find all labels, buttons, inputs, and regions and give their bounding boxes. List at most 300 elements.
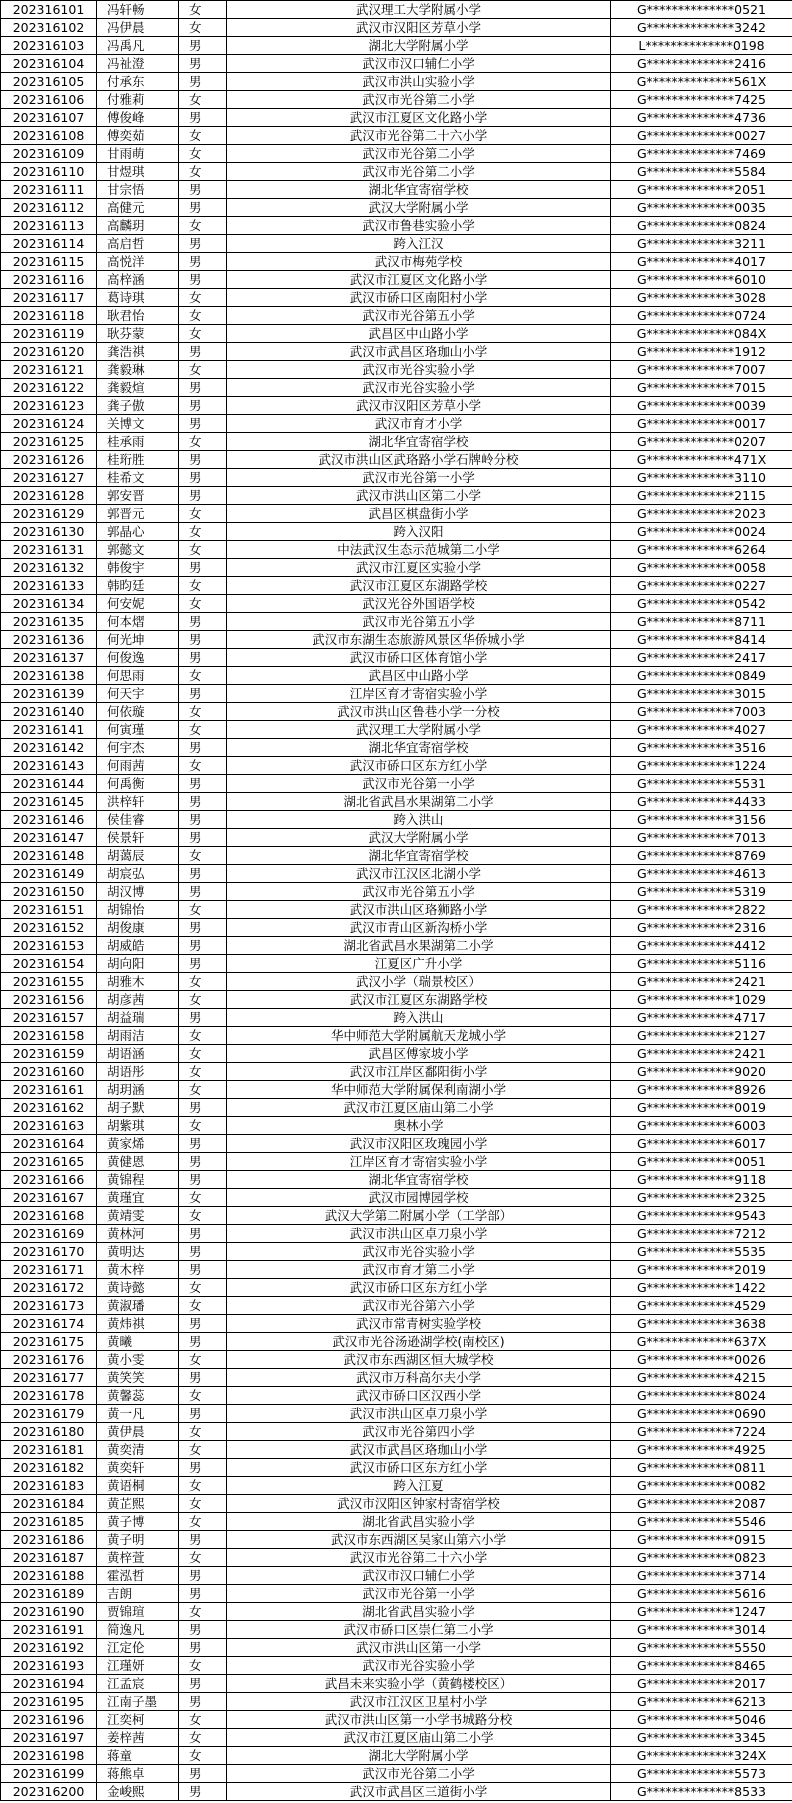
table-row xyxy=(1,775,792,793)
student-name-cell: 胡雨洁 xyxy=(97,1027,179,1045)
table-row xyxy=(1,433,792,451)
student-name-cell: 高梓涵 xyxy=(97,271,179,289)
gender-cell: 男 xyxy=(179,1153,227,1171)
student-id-cell: 202316112 xyxy=(1,199,97,217)
student-id-cell: 202316157 xyxy=(1,1009,97,1027)
gender-cell: 女 xyxy=(179,595,227,613)
student-name-cell: 胡语涵 xyxy=(97,1045,179,1063)
school-cell: 武汉市光谷实验小学 xyxy=(227,379,611,397)
student-name-cell: 黄明达 xyxy=(97,1243,179,1261)
table-row xyxy=(1,271,792,289)
school-cell: 湖北省武昌实验小学 xyxy=(227,1603,611,1621)
masked-id-cell: G**************7224 xyxy=(611,1423,792,1441)
student-id-cell: 202316115 xyxy=(1,253,97,271)
school-cell: 武汉市光谷第二小学 xyxy=(227,163,611,181)
masked-id-cell: G**************8769 xyxy=(611,847,792,865)
masked-id-cell: G**************4433 xyxy=(611,793,792,811)
masked-id-cell: G**************9543 xyxy=(611,1207,792,1225)
gender-cell: 女 xyxy=(179,1279,227,1297)
gender-cell: 男 xyxy=(179,613,227,631)
masked-id-cell: G**************0521 xyxy=(611,1,792,19)
masked-id-cell: G**************471X xyxy=(611,451,792,469)
school-cell: 武汉市光谷第二十六小学 xyxy=(227,127,611,145)
student-name-cell: 郭晋元 xyxy=(97,505,179,523)
school-cell: 武汉理工大学附属小学 xyxy=(227,721,611,739)
student-name-cell: 甘煜琪 xyxy=(97,163,179,181)
school-cell: 武汉市硚口区崇仁第二小学 xyxy=(227,1621,611,1639)
gender-cell: 女 xyxy=(179,145,227,163)
masked-id-cell: G**************8465 xyxy=(611,1657,792,1675)
school-cell: 华中师范大学附属航天龙城小学 xyxy=(227,1027,611,1045)
school-cell: 武汉市洪山区武珞路小学石牌岭分校 xyxy=(227,451,611,469)
masked-id-cell: G**************4925 xyxy=(611,1441,792,1459)
school-cell: 跨入洪山 xyxy=(227,811,611,829)
student-id-cell: 202316168 xyxy=(1,1207,97,1225)
school-cell: 武汉市江夏区庙山第二小学 xyxy=(227,1729,611,1747)
table-row xyxy=(1,955,792,973)
table-row xyxy=(1,235,792,253)
student-name-cell: 郭安晋 xyxy=(97,487,179,505)
gender-cell: 男 xyxy=(179,181,227,199)
student-name-cell: 侯佳睿 xyxy=(97,811,179,829)
school-cell: 湖北华宜寄宿学校 xyxy=(227,181,611,199)
gender-cell: 女 xyxy=(179,1747,227,1765)
school-cell: 武汉市硚口区体育馆小学 xyxy=(227,649,611,667)
gender-cell: 女 xyxy=(179,505,227,523)
student-id-cell: 202316134 xyxy=(1,595,97,613)
table-row xyxy=(1,343,792,361)
table-row xyxy=(1,1639,792,1657)
school-cell: 武汉大学附属小学 xyxy=(227,829,611,847)
school-cell: 跨入江汉 xyxy=(227,235,611,253)
table-row xyxy=(1,541,792,559)
student-name-cell: 黄林河 xyxy=(97,1225,179,1243)
gender-cell: 女 xyxy=(179,19,227,37)
student-id-cell: 202316103 xyxy=(1,37,97,55)
table-row xyxy=(1,613,792,631)
table-row xyxy=(1,469,792,487)
school-cell: 武汉市光谷实验小学 xyxy=(227,1243,611,1261)
table-row xyxy=(1,1207,792,1225)
student-name-cell: 胡益瑞 xyxy=(97,1009,179,1027)
masked-id-cell: G**************0026 xyxy=(611,1351,792,1369)
school-cell: 江岸区育才寄宿实验小学 xyxy=(227,685,611,703)
gender-cell: 女 xyxy=(179,901,227,919)
student-name-cell: 黄伊晨 xyxy=(97,1423,179,1441)
student-name-cell: 侯景轩 xyxy=(97,829,179,847)
student-id-cell: 202316114 xyxy=(1,235,97,253)
student-id-cell: 202316119 xyxy=(1,325,97,343)
student-name-cell: 黄诗懿 xyxy=(97,1279,179,1297)
student-id-cell: 202316122 xyxy=(1,379,97,397)
student-name-cell: 贾锦瑄 xyxy=(97,1603,179,1621)
school-cell: 武汉市江夏区文化路小学 xyxy=(227,271,611,289)
school-cell: 武昌区傅家坡小学 xyxy=(227,1045,611,1063)
masked-id-cell: G**************0024 xyxy=(611,523,792,541)
student-name-cell: 关博文 xyxy=(97,415,179,433)
table-row xyxy=(1,1495,792,1513)
student-id-cell: 202316131 xyxy=(1,541,97,559)
masked-id-cell: G**************2023 xyxy=(611,505,792,523)
student-id-cell: 202316136 xyxy=(1,631,97,649)
gender-cell: 男 xyxy=(179,865,227,883)
gender-cell: 男 xyxy=(179,109,227,127)
gender-cell: 女 xyxy=(179,127,227,145)
gender-cell: 女 xyxy=(179,1297,227,1315)
masked-id-cell: G**************0017 xyxy=(611,415,792,433)
masked-id-cell: G**************5535 xyxy=(611,1243,792,1261)
school-cell: 武汉市汉阳区钟家村寄宿学校 xyxy=(227,1495,611,1513)
student-id-cell: 202316127 xyxy=(1,469,97,487)
table-row xyxy=(1,19,792,37)
student-name-cell: 黄锦程 xyxy=(97,1171,179,1189)
student-name-cell: 付雅莉 xyxy=(97,91,179,109)
student-name-cell: 付承东 xyxy=(97,73,179,91)
school-cell: 武汉市光谷第六小学 xyxy=(227,1297,611,1315)
table-row xyxy=(1,37,792,55)
gender-cell: 男 xyxy=(179,685,227,703)
table-row xyxy=(1,577,792,595)
roster-body xyxy=(1,1,792,1801)
masked-id-cell: G**************3014 xyxy=(611,1621,792,1639)
table-row xyxy=(1,793,792,811)
student-id-cell: 202316105 xyxy=(1,73,97,91)
table-row xyxy=(1,1585,792,1603)
table-row xyxy=(1,253,792,271)
table-row xyxy=(1,1369,792,1387)
school-cell: 湖北华宜寄宿学校 xyxy=(227,739,611,757)
table-row xyxy=(1,1675,792,1693)
table-row xyxy=(1,1045,792,1063)
table-row xyxy=(1,559,792,577)
table-row xyxy=(1,1117,792,1135)
gender-cell: 男 xyxy=(179,253,227,271)
table-row xyxy=(1,847,792,865)
student-id-cell: 202316139 xyxy=(1,685,97,703)
student-id-cell: 202316132 xyxy=(1,559,97,577)
table-row xyxy=(1,739,792,757)
student-name-cell: 桂希文 xyxy=(97,469,179,487)
student-id-cell: 202316121 xyxy=(1,361,97,379)
student-id-cell: 202316178 xyxy=(1,1387,97,1405)
school-cell: 武汉市光谷第五小学 xyxy=(227,307,611,325)
masked-id-cell: G**************8711 xyxy=(611,613,792,631)
student-name-cell: 黄瑾宜 xyxy=(97,1189,179,1207)
student-id-cell: 202316128 xyxy=(1,487,97,505)
gender-cell: 男 xyxy=(179,829,227,847)
table-row xyxy=(1,199,792,217)
gender-cell: 男 xyxy=(179,1531,227,1549)
student-name-cell: 何寅瑾 xyxy=(97,721,179,739)
masked-id-cell: G**************0811 xyxy=(611,1459,792,1477)
student-name-cell: 胡玥涵 xyxy=(97,1081,179,1099)
student-id-cell: 202316162 xyxy=(1,1099,97,1117)
student-id-cell: 202316185 xyxy=(1,1513,97,1531)
masked-id-cell: G**************3028 xyxy=(611,289,792,307)
gender-cell: 女 xyxy=(179,667,227,685)
masked-id-cell: G**************0849 xyxy=(611,667,792,685)
school-cell: 武汉市光谷实验小学 xyxy=(227,1657,611,1675)
gender-cell: 男 xyxy=(179,199,227,217)
masked-id-cell: G**************0824 xyxy=(611,217,792,235)
masked-id-cell: G**************0915 xyxy=(611,1531,792,1549)
student-id-cell: 202316183 xyxy=(1,1477,97,1495)
table-row xyxy=(1,91,792,109)
gender-cell: 男 xyxy=(179,1405,227,1423)
table-row xyxy=(1,523,792,541)
student-name-cell: 何光坤 xyxy=(97,631,179,649)
student-name-cell: 冯伊晨 xyxy=(97,19,179,37)
table-row xyxy=(1,1693,792,1711)
student-id-cell: 202316194 xyxy=(1,1675,97,1693)
gender-cell: 男 xyxy=(179,937,227,955)
table-row xyxy=(1,415,792,433)
student-id-cell: 202316146 xyxy=(1,811,97,829)
school-cell: 武汉理工大学附属小学 xyxy=(227,1,611,19)
student-name-cell: 冯轩畅 xyxy=(97,1,179,19)
student-name-cell: 冯禹凡 xyxy=(97,37,179,55)
student-id-cell: 202316158 xyxy=(1,1027,97,1045)
student-name-cell: 甘宗悟 xyxy=(97,181,179,199)
gender-cell: 女 xyxy=(179,1657,227,1675)
masked-id-cell: G**************4027 xyxy=(611,721,792,739)
masked-id-cell: G**************2421 xyxy=(611,973,792,991)
masked-id-cell: G**************5546 xyxy=(611,1513,792,1531)
gender-cell: 男 xyxy=(179,1783,227,1801)
table-row xyxy=(1,1459,792,1477)
gender-cell: 男 xyxy=(179,919,227,937)
student-id-cell: 202316141 xyxy=(1,721,97,739)
masked-id-cell: G**************2325 xyxy=(611,1189,792,1207)
gender-cell: 女 xyxy=(179,541,227,559)
gender-cell: 男 xyxy=(179,73,227,91)
table-row xyxy=(1,1225,792,1243)
table-row xyxy=(1,1333,792,1351)
student-name-cell: 江南子墨 xyxy=(97,1693,179,1711)
table-row xyxy=(1,1081,792,1099)
gender-cell: 女 xyxy=(179,1477,227,1495)
gender-cell: 女 xyxy=(179,523,227,541)
school-cell: 武汉市江汉区卫星村小学 xyxy=(227,1693,611,1711)
table-row xyxy=(1,1513,792,1531)
masked-id-cell: G**************2017 xyxy=(611,1675,792,1693)
table-row xyxy=(1,1747,792,1765)
table-row xyxy=(1,595,792,613)
school-cell: 武汉市硚口区汉西小学 xyxy=(227,1387,611,1405)
student-name-cell: 黄奕清 xyxy=(97,1441,179,1459)
masked-id-cell: G**************0207 xyxy=(611,433,792,451)
masked-id-cell: G**************1029 xyxy=(611,991,792,1009)
table-row xyxy=(1,829,792,847)
masked-id-cell: G**************4412 xyxy=(611,937,792,955)
student-name-cell: 傅奕茹 xyxy=(97,127,179,145)
student-name-cell: 姜梓茜 xyxy=(97,1729,179,1747)
masked-id-cell: G**************8926 xyxy=(611,1081,792,1099)
student-id-cell: 202316166 xyxy=(1,1171,97,1189)
school-cell: 武汉市汉口辅仁小学 xyxy=(227,55,611,73)
gender-cell: 男 xyxy=(179,1639,227,1657)
table-row xyxy=(1,901,792,919)
school-cell: 武昌区中山路小学 xyxy=(227,325,611,343)
table-row xyxy=(1,865,792,883)
school-cell: 武汉市常青树实验学校 xyxy=(227,1315,611,1333)
student-name-cell: 胡俊康 xyxy=(97,919,179,937)
masked-id-cell: G**************2822 xyxy=(611,901,792,919)
school-cell: 湖北省武昌水果湖第二小学 xyxy=(227,793,611,811)
student-name-cell: 桂珩胜 xyxy=(97,451,179,469)
gender-cell: 女 xyxy=(179,1495,227,1513)
school-cell: 武汉市光谷第一小学 xyxy=(227,469,611,487)
masked-id-cell: G**************0058 xyxy=(611,559,792,577)
student-id-cell: 202316126 xyxy=(1,451,97,469)
student-name-cell: 江孟宸 xyxy=(97,1675,179,1693)
masked-id-cell: G**************0082 xyxy=(611,1477,792,1495)
student-name-cell: 胡向阳 xyxy=(97,955,179,973)
masked-id-cell: G**************9020 xyxy=(611,1063,792,1081)
gender-cell: 女 xyxy=(179,1513,227,1531)
student-id-cell: 202316160 xyxy=(1,1063,97,1081)
table-row xyxy=(1,109,792,127)
masked-id-cell: G**************0035 xyxy=(611,199,792,217)
school-cell: 江夏区广升小学 xyxy=(227,955,611,973)
student-name-cell: 黄笑笑 xyxy=(97,1369,179,1387)
student-id-cell: 202316197 xyxy=(1,1729,97,1747)
school-cell: 武汉市光谷第一小学 xyxy=(227,775,611,793)
school-cell: 武昌区棋盘街小学 xyxy=(227,505,611,523)
student-name-cell: 胡子默 xyxy=(97,1099,179,1117)
student-id-cell: 202316148 xyxy=(1,847,97,865)
student-name-cell: 黄馨蕊 xyxy=(97,1387,179,1405)
gender-cell: 男 xyxy=(179,343,227,361)
student-id-cell: 202316163 xyxy=(1,1117,97,1135)
student-id-cell: 202316116 xyxy=(1,271,97,289)
masked-id-cell: G**************2417 xyxy=(611,649,792,667)
student-name-cell: 何禹衡 xyxy=(97,775,179,793)
student-name-cell: 胡语彤 xyxy=(97,1063,179,1081)
gender-cell: 男 xyxy=(179,955,227,973)
school-cell: 中法武汉生态示范城第二小学 xyxy=(227,541,611,559)
masked-id-cell: G**************5046 xyxy=(611,1711,792,1729)
school-cell: 武汉市光谷第一小学 xyxy=(227,1585,611,1603)
masked-id-cell: G**************2019 xyxy=(611,1261,792,1279)
masked-id-cell: G**************0823 xyxy=(611,1549,792,1567)
masked-id-cell: G**************324X xyxy=(611,1747,792,1765)
school-cell: 武昌未来实验小学（黄鹤楼校区） xyxy=(227,1675,611,1693)
table-row xyxy=(1,307,792,325)
masked-id-cell: G**************5319 xyxy=(611,883,792,901)
table-row xyxy=(1,1477,792,1495)
table-row xyxy=(1,1153,792,1171)
table-row xyxy=(1,1387,792,1405)
student-id-cell: 202316137 xyxy=(1,649,97,667)
gender-cell: 男 xyxy=(179,469,227,487)
gender-cell: 女 xyxy=(179,1351,227,1369)
masked-id-cell: G**************8024 xyxy=(611,1387,792,1405)
student-name-cell: 何安妮 xyxy=(97,595,179,613)
school-cell: 湖北省武昌实验小学 xyxy=(227,1513,611,1531)
table-row xyxy=(1,397,792,415)
school-cell: 湖北大学附属小学 xyxy=(227,37,611,55)
student-id-cell: 202316187 xyxy=(1,1549,97,1567)
masked-id-cell: G**************6003 xyxy=(611,1117,792,1135)
student-name-cell: 胡宸弘 xyxy=(97,865,179,883)
student-name-cell: 龚浩祺 xyxy=(97,343,179,361)
student-name-cell: 韩昀廷 xyxy=(97,577,179,595)
student-name-cell: 胡雅木 xyxy=(97,973,179,991)
student-name-cell: 黄梓萱 xyxy=(97,1549,179,1567)
student-id-cell: 202316161 xyxy=(1,1081,97,1099)
student-id-cell: 202316149 xyxy=(1,865,97,883)
masked-id-cell: G**************1247 xyxy=(611,1603,792,1621)
table-row xyxy=(1,1729,792,1747)
table-row xyxy=(1,1261,792,1279)
table-row xyxy=(1,1657,792,1675)
gender-cell: 男 xyxy=(179,1333,227,1351)
gender-cell: 男 xyxy=(179,37,227,55)
masked-id-cell: G**************5584 xyxy=(611,163,792,181)
table-row xyxy=(1,1423,792,1441)
student-name-cell: 黄靖雯 xyxy=(97,1207,179,1225)
student-name-cell: 高健元 xyxy=(97,199,179,217)
student-id-cell: 202316169 xyxy=(1,1225,97,1243)
masked-id-cell: G**************1422 xyxy=(611,1279,792,1297)
school-cell: 武汉市硚口区东方红小学 xyxy=(227,1279,611,1297)
masked-id-cell: G**************0019 xyxy=(611,1099,792,1117)
gender-cell: 男 xyxy=(179,379,227,397)
school-cell: 武汉小学（瑞景校区） xyxy=(227,973,611,991)
school-cell: 武汉光谷外国语学校 xyxy=(227,595,611,613)
table-row xyxy=(1,217,792,235)
student-id-cell: 202316124 xyxy=(1,415,97,433)
student-id-cell: 202316144 xyxy=(1,775,97,793)
student-name-cell: 蒋熊卓 xyxy=(97,1765,179,1783)
table-row xyxy=(1,1243,792,1261)
student-name-cell: 甘雨萌 xyxy=(97,145,179,163)
table-row xyxy=(1,163,792,181)
student-name-cell: 简逸凡 xyxy=(97,1621,179,1639)
student-id-cell: 202316135 xyxy=(1,613,97,631)
gender-cell: 女 xyxy=(179,289,227,307)
masked-id-cell: G**************0227 xyxy=(611,577,792,595)
gender-cell: 男 xyxy=(179,1675,227,1693)
gender-cell: 女 xyxy=(179,1387,227,1405)
masked-id-cell: G**************0027 xyxy=(611,127,792,145)
gender-cell: 男 xyxy=(179,649,227,667)
school-cell: 武汉市梅苑学校 xyxy=(227,253,611,271)
masked-id-cell: G**************2051 xyxy=(611,181,792,199)
masked-id-cell: G**************7013 xyxy=(611,829,792,847)
table-row xyxy=(1,1099,792,1117)
gender-cell: 女 xyxy=(179,1189,227,1207)
school-cell: 武汉市汉口辅仁小学 xyxy=(227,1567,611,1585)
student-id-cell: 202316107 xyxy=(1,109,97,127)
school-cell: 武汉市洪山区第一小学书城路分校 xyxy=(227,1711,611,1729)
school-cell: 武汉市光谷汤逊湖学校(南校区) xyxy=(227,1333,611,1351)
school-cell: 湖北省武昌水果湖第二小学 xyxy=(227,937,611,955)
masked-id-cell: G**************5573 xyxy=(611,1765,792,1783)
school-cell: 湖北华宜寄宿学校 xyxy=(227,433,611,451)
student-name-cell: 黄语桐 xyxy=(97,1477,179,1495)
school-cell: 武汉市洪山区鲁巷小学一分校 xyxy=(227,703,611,721)
masked-id-cell: G**************0542 xyxy=(611,595,792,613)
student-name-cell: 胡汉博 xyxy=(97,883,179,901)
student-name-cell: 何宇杰 xyxy=(97,739,179,757)
masked-id-cell: G**************8414 xyxy=(611,631,792,649)
masked-id-cell: G**************6017 xyxy=(611,1135,792,1153)
student-name-cell: 黄木梓 xyxy=(97,1261,179,1279)
table-row xyxy=(1,1711,792,1729)
table-row xyxy=(1,1567,792,1585)
